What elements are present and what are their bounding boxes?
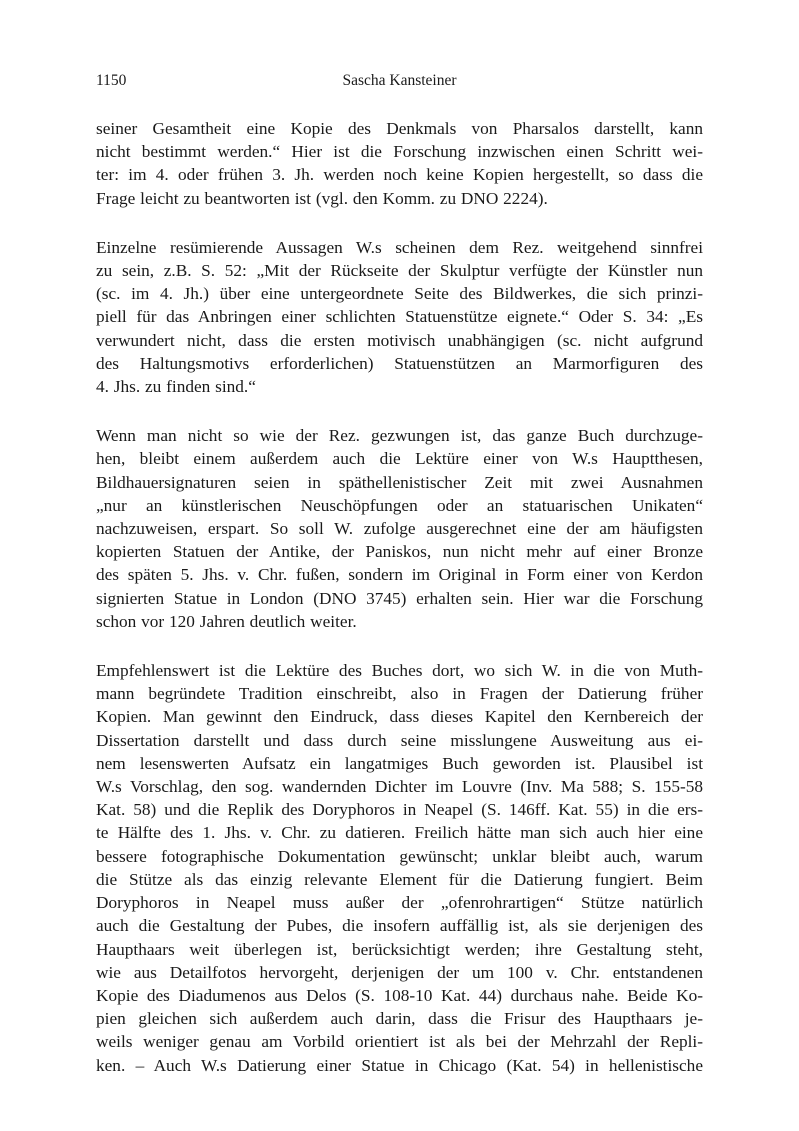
text-line: auch die Gestaltung der Pubes, die insofern auffällig ist, als sie derjenigen des [96,916,703,936]
text-line: wie aus Detailfotos hervorgeht, derjenigen der um 100 v. Chr. entstandenen [96,962,703,982]
text-line: Wenn man nicht so wie der Rez. gezwungen ist, das ganze Buch durchzuge- [96,426,703,446]
paragraph-4 [96,659,703,1077]
text-line: nem lesenswerten Aufsatz ein langatmiges Buch geworden ist. Plausibel ist [96,753,703,773]
running-head [96,72,703,94]
text-line: Doryphoros in Neapel muss außer der „ofenrohrartigen“ Stütze natürlich [96,893,703,913]
body-text [96,117,703,1077]
text-line: ken. – Auch W.s Datierung einer Statue in Chicago (Kat. 54) in hellenistische [96,1055,703,1075]
text-line: Bildhauersignaturen seien in späthellenistischer Zeit mit zwei Ausnahmen [96,472,703,492]
text-line: weils weniger genau am Vorbild orientiert ist als bei der Mehrzahl der Repli- [96,1032,703,1052]
page-number: 1150 [96,72,127,89]
text-line: Haupthaars weit überlegen ist, berücksichtigt werden; ihre Gestaltung steht, [96,939,703,959]
text-line: Dissertation darstellt und dass durch seine misslungene Ausweitung aus ei- [96,730,703,750]
text-line: schon vor 120 Jahren deutlich weiter. [96,611,357,631]
text-line: „nur an künstlerischen Neuschöpfungen oder an statuarischen Unikaten“ [96,495,703,515]
running-head-author: Sascha Kansteiner [342,72,457,89]
paragraph-1 [96,117,703,210]
text-line: hen, bleibt einem außerdem auch die Lektüre einer von W.s Hauptthesen, [96,449,703,469]
text-line: piell für das Anbringen einer schlichten Statuenstütze eignete.“ Oder S. 34: „Es [96,307,703,327]
text-line: ter: im 4. oder frühen 3. Jh. werden noch keine Kopien hergestellt, so dass die [96,165,703,185]
text-line: nicht bestimmt werden.“ Hier ist die Forschung inzwischen einen Schritt wei- [96,142,703,162]
text-line: zu sein, z.B. S. 52: „Mit der Rückseite der Skulptur verfügte der Künstler nun [96,261,703,281]
text-line: die Stütze als das einzig relevante Element für die Datierung fungiert. Beim [96,869,703,889]
text-line: Kopie des Diadumenos aus Delos (S. 108-10 Kat. 44) durchaus nahe. Beide Ko- [96,985,703,1005]
text-line: 4. Jhs. zu finden sind.“ [96,377,256,397]
text-line: Kopien. Man gewinnt den Eindruck, dass dieses Kapitel den Kernbereich der [96,707,703,727]
text-line: Empfehlenswert ist die Lektüre des Buches dort, wo sich W. in die von Muth- [96,661,703,681]
text-line: te Hälfte des 1. Jhs. v. Chr. zu datieren. Freilich hätte man sich auch hier eine [96,823,703,843]
text-line: des Haltungsmotivs erforderlichen) Statuenstützen an Marmorfiguren des [96,353,703,373]
text-line: W.s Vorschlag, den sog. wandernden Dichter im Louvre (Inv. Ma 588; S. 155-58 [96,777,703,797]
text-line: verwundert nicht, dass die ersten motivisch unabhängigen (sc. nicht aufgrund [96,330,703,350]
paragraph-3 [96,424,703,633]
text-line: des späten 5. Jhs. v. Chr. fußen, sondern im Original in Form einer von Kerdon [96,565,703,585]
text-line: kopierten Statuen der Antike, der Paniskos, nun nicht mehr auf einer Bronze [96,542,703,562]
text-line: Einzelne resümierende Aussagen W.s scheinen dem Rez. weitgehend sinnfrei [96,237,703,257]
text-line: (sc. im 4. Jh.) über eine untergeordnete Seite des Bildwerkes, die sich prinzi- [96,284,703,304]
text-line: pien gleichen sich außerdem auch darin, dass die Frisur des Haupthaars je- [96,1009,703,1029]
text-line: Frage leicht zu beantworten ist (vgl. den Komm. zu DNO 2224). [96,188,548,208]
text-line: nachzuweisen, erspart. So soll W. zufolge ausgerechnet eine der am häufigsten [96,519,703,539]
text-line: Kat. 58) und die Replik des Doryphoros in Neapel (S. 146ff. Kat. 55) in die ers- [96,800,703,820]
text-line: seiner Gesamtheit eine Kopie des Denkmals von Pharsalos darstellt, kann [96,119,703,138]
text-line: mann begründete Tradition einschreibt, also in Fragen der Datierung früher [96,684,703,704]
book-page [96,0,703,1131]
text-line: signierten Statue in London (DNO 3745) erhalten sein. Hier war die Forschung [96,588,703,608]
text-line: bessere fotographische Dokumentation gewünscht; unklar bleibt auch, warum [96,846,703,866]
paragraph-2 [96,236,703,398]
